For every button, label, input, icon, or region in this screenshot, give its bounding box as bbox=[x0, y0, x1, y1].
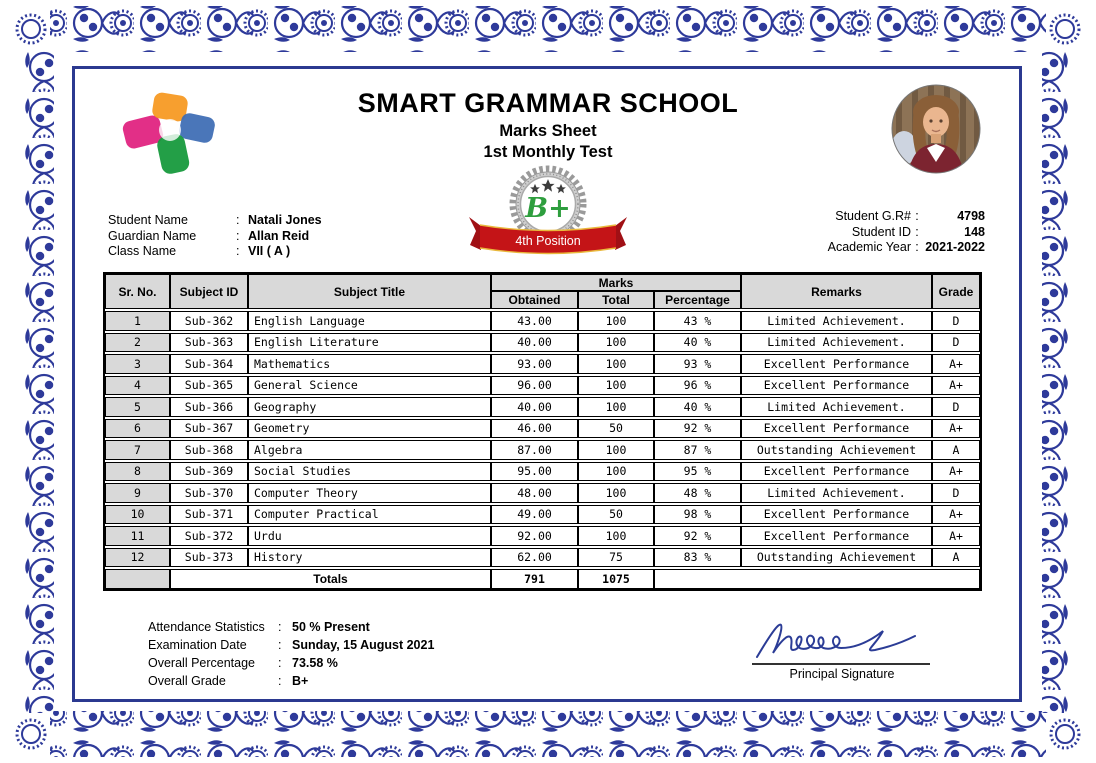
cell-percentage: 92 % bbox=[654, 419, 741, 439]
cell-subject-title: Social Studies bbox=[248, 462, 491, 482]
cell-subject-id: Sub-364 bbox=[170, 354, 248, 374]
cell-subject-title: Computer Practical bbox=[248, 505, 491, 525]
exam-date-value: Sunday, 15 August 2021 bbox=[292, 638, 435, 652]
student-id-label: Student ID bbox=[851, 224, 911, 239]
cell-subject-id: Sub-363 bbox=[170, 333, 248, 353]
sheet-title: Marks Sheet bbox=[499, 122, 597, 140]
table-row bbox=[105, 440, 980, 460]
cell-subject-id: Sub-362 bbox=[170, 311, 248, 331]
cell-grade: D bbox=[932, 311, 980, 331]
colon: : bbox=[236, 228, 240, 243]
student-id-value: 148 bbox=[964, 224, 985, 239]
summary-block bbox=[148, 618, 434, 690]
cell-grade: A+ bbox=[932, 505, 980, 525]
table-row bbox=[105, 333, 980, 353]
cell-subject-id: Sub-373 bbox=[170, 548, 248, 568]
cell-remarks: Excellent Performance bbox=[741, 526, 932, 546]
cell-remarks: Excellent Performance bbox=[741, 376, 932, 396]
cell-total: 50 bbox=[578, 505, 654, 525]
colon: : bbox=[236, 244, 240, 258]
signature-block bbox=[752, 620, 932, 681]
cell-percentage: 43 % bbox=[654, 311, 741, 331]
cell-subject-id: Sub-367 bbox=[170, 419, 248, 439]
cell-percentage: 87 % bbox=[654, 440, 741, 460]
academic-year-label: Academic Year bbox=[827, 240, 911, 254]
student-name-value: Natali Jones bbox=[248, 213, 322, 227]
cell-total: 100 bbox=[578, 354, 654, 374]
cell-remarks: Excellent Performance bbox=[741, 354, 932, 374]
table-row bbox=[105, 311, 980, 331]
cell-sr: 3 bbox=[105, 354, 170, 374]
table-row bbox=[105, 354, 980, 374]
cell-total: 100 bbox=[578, 311, 654, 331]
cell-subject-title: General Science bbox=[248, 376, 491, 396]
student-info-right bbox=[805, 209, 985, 256]
cell-subject-id: Sub-369 bbox=[170, 462, 248, 482]
cell-total: 50 bbox=[578, 419, 654, 439]
header-total: Total bbox=[578, 291, 654, 309]
colon: : bbox=[915, 209, 919, 223]
totals-empty-cell bbox=[654, 569, 980, 589]
cell-subject-title: English Language bbox=[248, 311, 491, 331]
cell-grade: A bbox=[932, 548, 980, 568]
cell-remarks: Excellent Performance bbox=[741, 505, 932, 525]
cell-percentage: 92 % bbox=[654, 526, 741, 546]
totals-total: 1075 bbox=[578, 569, 654, 589]
cell-percentage: 40 % bbox=[654, 397, 741, 417]
cell-total: 100 bbox=[578, 333, 654, 353]
attendance-value: 50 % Present bbox=[292, 620, 370, 634]
colon: : bbox=[915, 240, 919, 254]
cell-subject-id: Sub-365 bbox=[170, 376, 248, 396]
cell-subject-title: Geometry bbox=[248, 419, 491, 439]
guardian-name-label: Guardian Name bbox=[108, 228, 197, 243]
cell-subject-id: Sub-371 bbox=[170, 505, 248, 525]
school-name: SMART GRAMMAR SCHOOL bbox=[357, 88, 739, 118]
table-totals-row bbox=[105, 569, 980, 589]
table-row bbox=[105, 526, 980, 546]
cell-obtained: 40.00 bbox=[491, 333, 578, 353]
totals-obtained: 791 bbox=[491, 569, 578, 589]
cell-obtained: 62.00 bbox=[491, 548, 578, 568]
cell-sr: 8 bbox=[105, 462, 170, 482]
cell-obtained: 48.00 bbox=[491, 483, 578, 503]
cell-grade: A+ bbox=[932, 462, 980, 482]
badge-grade-text: B+ bbox=[525, 193, 571, 224]
gr-number-value: 4798 bbox=[957, 209, 985, 223]
table-row bbox=[105, 462, 980, 482]
cell-obtained: 96.00 bbox=[491, 376, 578, 396]
cell-percentage: 95 % bbox=[654, 462, 741, 482]
signature-label: Principal Signature bbox=[789, 667, 895, 681]
cell-subject-id: Sub-368 bbox=[170, 440, 248, 460]
cell-subject-title: Mathematics bbox=[248, 354, 491, 374]
class-name-label: Class Name bbox=[108, 244, 177, 258]
cell-subject-id: Sub-366 bbox=[170, 397, 248, 417]
cell-sr: 5 bbox=[105, 397, 170, 417]
cell-obtained: 46.00 bbox=[491, 419, 578, 439]
cell-percentage: 83 % bbox=[654, 548, 741, 568]
class-name-value: VII ( A ) bbox=[248, 244, 291, 258]
attendance-label: Attendance Statistics bbox=[148, 620, 265, 634]
header-remarks: Remarks bbox=[741, 274, 932, 309]
cell-remarks: Outstanding Achievement bbox=[741, 548, 932, 568]
header-subject-id: Subject ID bbox=[170, 274, 248, 309]
cell-total: 100 bbox=[578, 440, 654, 460]
cell-total: 100 bbox=[578, 526, 654, 546]
cell-remarks: Limited Achievement. bbox=[741, 483, 932, 503]
cell-sr: 10 bbox=[105, 505, 170, 525]
cell-grade: A bbox=[932, 440, 980, 460]
colon: : bbox=[278, 620, 282, 634]
cell-subject-id: Sub-372 bbox=[170, 526, 248, 546]
cell-grade: D bbox=[932, 397, 980, 417]
totals-sr-cell bbox=[105, 569, 170, 589]
guardian-name-value: Allan Reid bbox=[248, 228, 310, 243]
cell-percentage: 96 % bbox=[654, 376, 741, 396]
cell-obtained: 93.00 bbox=[491, 354, 578, 374]
gr-number-label: Student G.R# bbox=[835, 209, 911, 223]
signature-line bbox=[752, 663, 930, 665]
student-info-left bbox=[108, 213, 322, 260]
totals-label: Totals bbox=[170, 569, 491, 589]
table-row bbox=[105, 376, 980, 396]
cell-total: 100 bbox=[578, 376, 654, 396]
cell-grade: A+ bbox=[932, 419, 980, 439]
overall-percentage-value: 73.58 % bbox=[292, 656, 338, 670]
cell-percentage: 48 % bbox=[654, 483, 741, 503]
header-percentage: Percentage bbox=[654, 291, 741, 309]
overall-grade-value: B+ bbox=[292, 674, 309, 688]
cell-percentage: 93 % bbox=[654, 354, 741, 374]
cell-percentage: 98 % bbox=[654, 505, 741, 525]
colon: : bbox=[915, 224, 919, 239]
test-title: 1st Monthly Test bbox=[483, 143, 613, 161]
colon: : bbox=[278, 674, 282, 688]
ribbon-position-text: 4th Position bbox=[515, 234, 581, 248]
cell-subject-title: Urdu bbox=[248, 526, 491, 546]
cell-grade: A+ bbox=[932, 376, 980, 396]
cell-total: 100 bbox=[578, 462, 654, 482]
header-obtained: Obtained bbox=[491, 291, 578, 309]
cell-subject-id: Sub-370 bbox=[170, 483, 248, 503]
cell-remarks: Limited Achievement. bbox=[741, 397, 932, 417]
cell-subject-title: Geography bbox=[248, 397, 491, 417]
cell-sr: 4 bbox=[105, 376, 170, 396]
table-row bbox=[105, 397, 980, 417]
cell-percentage: 40 % bbox=[654, 333, 741, 353]
cell-obtained: 49.00 bbox=[491, 505, 578, 525]
cell-obtained: 43.00 bbox=[491, 311, 578, 331]
cell-subject-title: English Literature bbox=[248, 333, 491, 353]
colon: : bbox=[278, 638, 282, 652]
cell-subject-title: Computer Theory bbox=[248, 483, 491, 503]
header-grade: Grade bbox=[932, 274, 980, 309]
header-titles bbox=[73, 88, 1023, 162]
cell-remarks: Limited Achievement. bbox=[741, 333, 932, 353]
table-header bbox=[105, 274, 980, 309]
exam-date-label: Examination Date bbox=[148, 638, 247, 652]
cell-remarks: Limited Achievement. bbox=[741, 311, 932, 331]
student-photo bbox=[890, 84, 982, 174]
cell-sr: 2 bbox=[105, 333, 170, 353]
marks-table bbox=[103, 272, 982, 591]
cell-remarks: Excellent Performance bbox=[741, 419, 932, 439]
cell-total: 100 bbox=[578, 397, 654, 417]
cell-sr: 6 bbox=[105, 419, 170, 439]
cell-sr: 7 bbox=[105, 440, 170, 460]
cell-grade: A+ bbox=[932, 526, 980, 546]
cell-remarks: Excellent Performance bbox=[741, 462, 932, 482]
cell-sr: 11 bbox=[105, 526, 170, 546]
cell-grade: D bbox=[932, 333, 980, 353]
cell-remarks: Outstanding Achievement bbox=[741, 440, 932, 460]
cell-grade: A+ bbox=[932, 354, 980, 374]
overall-percentage-label: Overall Percentage bbox=[148, 656, 256, 670]
cell-obtained: 87.00 bbox=[491, 440, 578, 460]
colon: : bbox=[236, 213, 240, 227]
table-row bbox=[105, 548, 980, 568]
cell-subject-title: Algebra bbox=[248, 440, 491, 460]
cell-obtained: 95.00 bbox=[491, 462, 578, 482]
cell-sr: 9 bbox=[105, 483, 170, 503]
cell-sr: 1 bbox=[105, 311, 170, 331]
cell-total: 75 bbox=[578, 548, 654, 568]
cell-obtained: 40.00 bbox=[491, 397, 578, 417]
student-name-label: Student Name bbox=[108, 213, 188, 227]
cell-total: 100 bbox=[578, 483, 654, 503]
header-sr: Sr. No. bbox=[105, 274, 170, 309]
table-row bbox=[105, 419, 980, 439]
overall-grade-label: Overall Grade bbox=[148, 674, 226, 688]
cell-obtained: 92.00 bbox=[491, 526, 578, 546]
signature-scribble bbox=[753, 620, 931, 660]
cell-grade: D bbox=[932, 483, 980, 503]
grade-badge bbox=[468, 164, 628, 260]
academic-year-value: 2021-2022 bbox=[925, 240, 985, 254]
header-subject-title: Subject Title bbox=[248, 274, 491, 309]
table-row bbox=[105, 483, 980, 503]
header-marks: Marks bbox=[491, 274, 741, 291]
colon: : bbox=[278, 656, 282, 670]
cell-subject-title: History bbox=[248, 548, 491, 568]
table-row bbox=[105, 505, 980, 525]
cell-sr: 12 bbox=[105, 548, 170, 568]
